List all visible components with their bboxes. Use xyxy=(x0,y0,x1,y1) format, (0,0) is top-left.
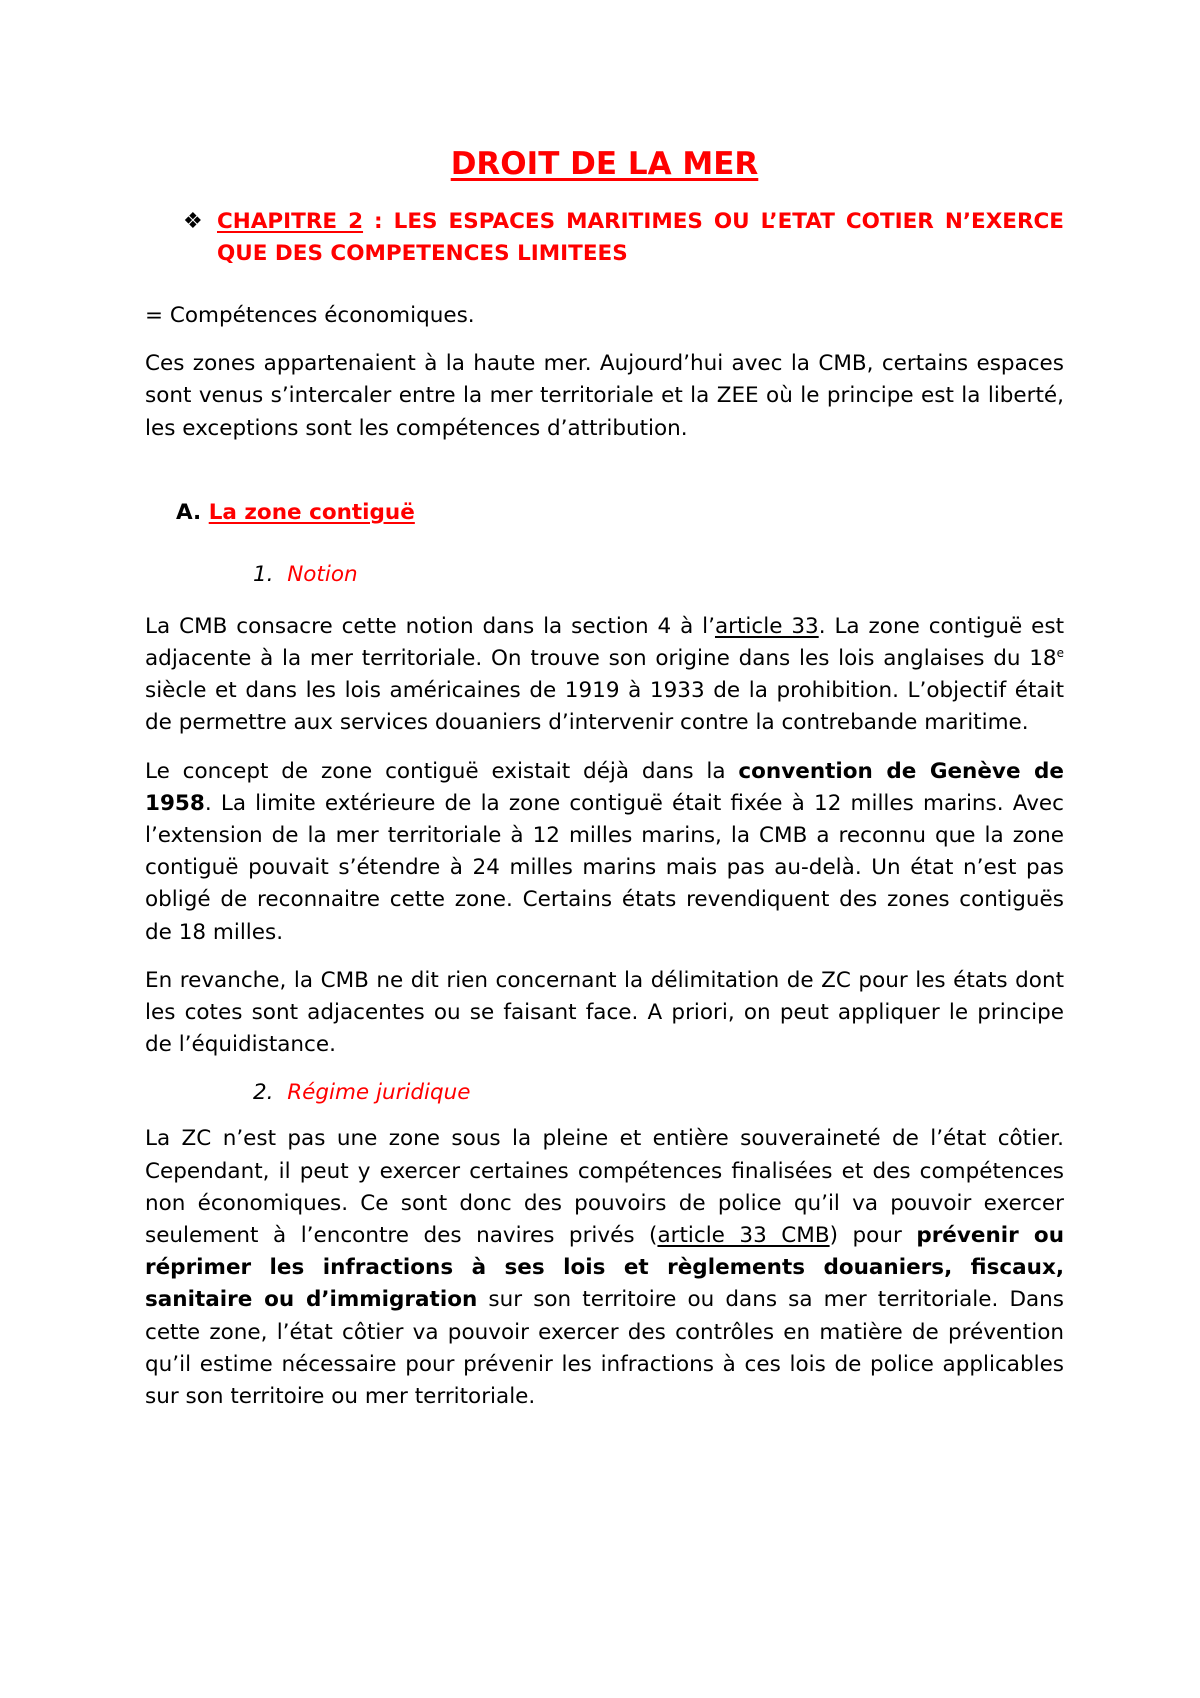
notion-paragraph-1 xyxy=(145,611,1064,740)
article-33-cmb-link[interactable]: article 33 CMB xyxy=(657,1223,830,1249)
diamond-bullet-icon: ❖ xyxy=(183,209,203,234)
section-a-letter: A. xyxy=(176,499,202,525)
notion-p1-text-c: siècle et dans les lois américaines de 1919 à 1933 de la prohibition. L’objectif était de permettre aux services douaniers d’intervenir contre la contrebande maritime. xyxy=(145,678,1064,736)
section-a-heading xyxy=(176,497,1064,529)
chapter-title: : LES ESPACES MARITIMES OU L’ETAT COTIER N’EXERCE QUE DES COMPETENCES LIMITEES xyxy=(217,209,1064,266)
intro-paragraph-1: = Compétences économiques. xyxy=(145,303,475,328)
chapter-heading xyxy=(145,206,1064,270)
chapter-label: CHAPITRE 2 xyxy=(217,209,364,234)
subsection-2-heading xyxy=(253,1077,1064,1109)
subsection-1-number: 1. xyxy=(253,561,274,587)
section-a-title: La zone contiguë xyxy=(208,499,415,525)
chapter-heading-text xyxy=(217,206,1064,270)
notion-p2-text-b: . La limite extérieure de la zone contiguë était fixée à 12 milles marins. Avec l’extension de la mer territoriale à 12 milles marins, la CMB a reconnu que la zone contiguë pouvait s’étendre à 24 milles marins mais pas au-delà. Un état n’est pas obligé de reconnaitre cette zone. Certains états revendiquent des zones contiguës de 18 milles. xyxy=(145,790,1064,945)
article-33-link[interactable]: article 33 xyxy=(714,613,819,639)
geneva-convention-bold: convention de Genève de 1958 xyxy=(145,758,1064,816)
notion-p1-text-a: La CMB consacre cette notion dans la section 4 à l’ xyxy=(145,613,715,639)
century-superscript: e xyxy=(1056,645,1064,660)
intro-paragraph-2: Ces zones appartenaient à la haute mer. Aujourd’hui avec la CMB, certains espaces sont venus s’intercaler entre la mer territoriale et la ZEE où le principe est la liberté, les exceptions sont les compétences d’attribution. xyxy=(145,351,1064,441)
notion-paragraph-2 xyxy=(145,756,1064,949)
subsection-2-number: 2. xyxy=(253,1080,274,1106)
subsection-1-title: Notion xyxy=(287,561,358,587)
regime-p1-text-b: ) pour xyxy=(829,1223,917,1249)
subsection-2-title: Régime juridique xyxy=(287,1080,471,1106)
regime-p1-text-a: La ZC n’est pas une zone sous la pleine et entière souveraineté de l’état côtier. Cependant, il peut y exercer certaines compétences finalisées et des compétences non économiques. Ce sont donc des pouvoirs de police qu’il va pouvoir exercer seulement à l’encontre des navires privés ( xyxy=(145,1126,1064,1249)
regime-p1-text-c: sur son territoire ou dans sa mer territoriale. Dans cette zone, l’état côtier va pouvoir exercer des contrôles en matière de prévention qu’il estime nécessaire pour prévenir les infractions à ces lois de police applicables sur son territoire ou mer territoriale. xyxy=(145,1287,1065,1410)
subsection-1-heading xyxy=(253,559,1064,591)
notion-p2-text-a: Le concept de zone contiguë existait déjà dans la xyxy=(145,758,739,784)
regime-paragraph-1 xyxy=(145,1123,1064,1413)
police-powers-bold: prévenir ou réprimer les infractions à ses lois et règlements douaniers, fiscaux, sanitaire ou d’immigration xyxy=(145,1223,1065,1313)
document-title: DROIT DE LA MER xyxy=(450,146,759,182)
notion-p1-text-b: . La zone contiguë est adjacente à la mer territoriale. On trouve son origine dans les lois anglaises du 18 xyxy=(145,613,1064,672)
notion-paragraph-3: En revanche, la CMB ne dit rien concernant la délimitation de ZC pour les états dont les cotes sont adjacentes ou se faisant face. A priori, on peut appliquer le principe de l’équidistance. xyxy=(145,967,1064,1058)
